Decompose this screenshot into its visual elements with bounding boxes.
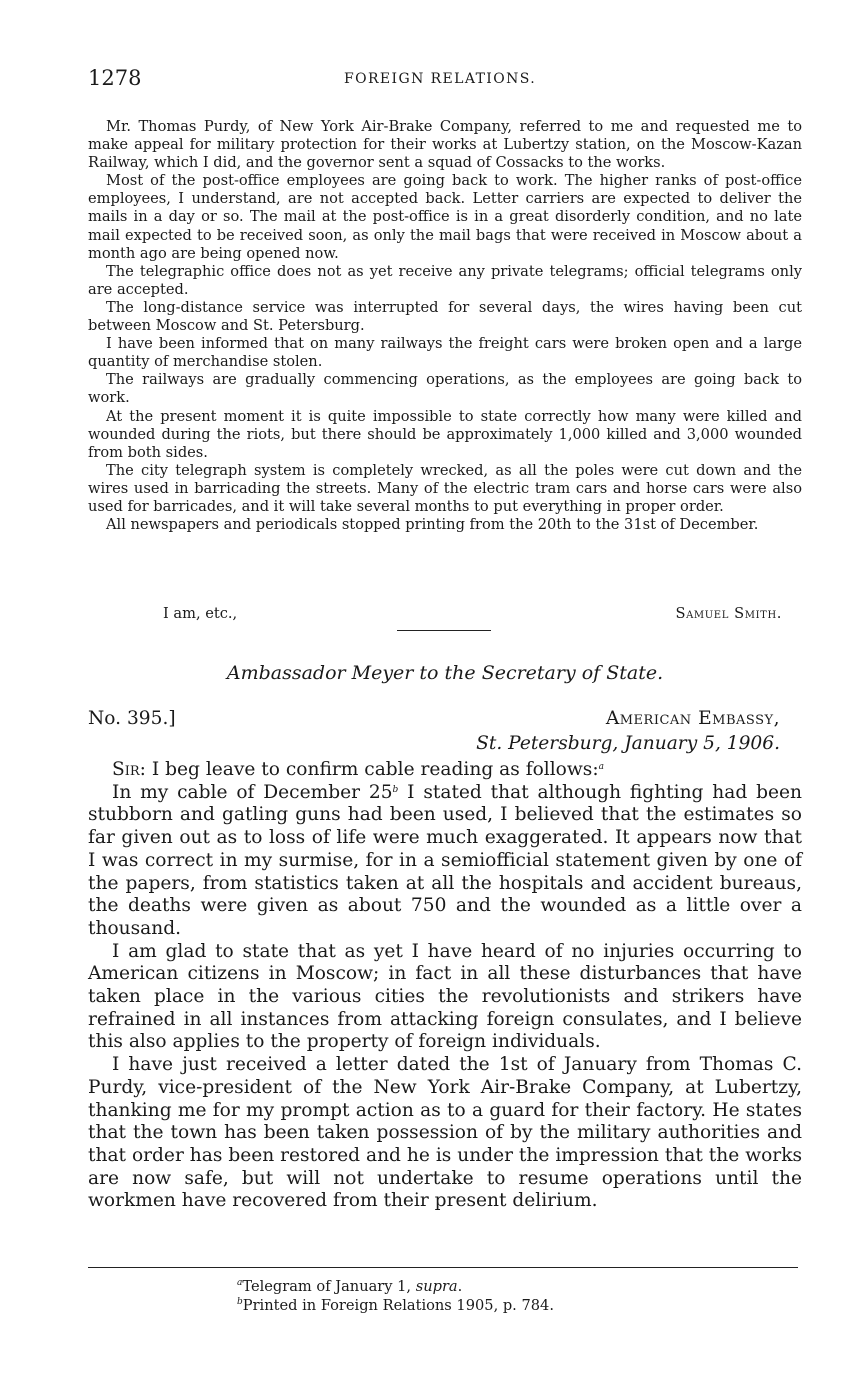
body-paragraph [88, 782, 802, 941]
page-header [88, 66, 802, 94]
letter1-paragraph: The telegraphic office does not as yet receive any private telegrams; official telegrams only are accepted. [88, 262, 802, 298]
place-date: St. Petersburg, January 5, 1906. [476, 733, 780, 754]
letter1-paragraph: At the present moment it is quite impossible to state correctly how many were killed and wounded during the riots, but there should be approximately 1,000 killed and 3,000 wounded from both sides. [88, 407, 802, 461]
footnote-ref: a [598, 762, 604, 772]
footnote [237, 1277, 554, 1296]
letter1-closing [88, 605, 802, 625]
footnote-text: Telegram of January 1, [242, 1278, 416, 1295]
document-heading: Ambassador Meyer to the Secretary of State. [226, 662, 664, 684]
letter1-paragraph: The city telegraph system is completely wrecked, as all the poles were cut down and the wires used in barricading the streets. Many of the electric tram cars and horse cars were also used for barricades, and it will take several months to put everything in proper order. [88, 461, 802, 515]
closing-phrase: I am, etc., [163, 605, 238, 622]
footnote [237, 1296, 554, 1315]
letter1-paragraph: Most of the post-office employees are going back to work. The higher ranks of post-office employees, I understand, are not accepted back. Letter carriers are expected to deliver the mails in a day or so. The mail at the post-office is in a great disorderly condition, and no late mail expected to be received soon, as only the mail bags that were received in Moscow about a month ago are being opened now. [88, 172, 802, 262]
footnote-text-end: . [457, 1278, 463, 1295]
footnote-divider [88, 1267, 798, 1268]
paragraph-start: In my cable of December 25 [112, 781, 393, 803]
footnote-italic: supra [415, 1278, 458, 1295]
salutation: Sir: [112, 759, 146, 780]
footnotes [237, 1277, 554, 1315]
embassy-line: American Embassy, [605, 708, 780, 729]
footnote-ref: b [392, 784, 399, 795]
footnote-mark: b [237, 1297, 243, 1307]
signature: Samuel Smith. [675, 605, 782, 622]
letter1-paragraph: All newspapers and periodicals stopped printing from the 20th to the 31st of December. [106, 516, 759, 534]
letter1-paragraph: The long-distance service was interrupted for several days, the wires having been cut between Moscow and St. Petersburg. [88, 298, 802, 335]
letter2-body [88, 759, 802, 1213]
running-title: FOREIGN RELATIONS. [344, 71, 537, 87]
opening-text: I beg leave to confirm cable reading as follows: [151, 759, 599, 780]
section-divider [397, 630, 491, 631]
letter1-paragraph: I have been informed that on many railways the freight cars were broken open and a large quantity of merchandise stolen. [88, 335, 802, 371]
opening-paragraph [88, 759, 802, 782]
body-paragraph: I have just received a letter dated the 1st of January from Thomas C. Purdy, vice-president of the New York Air-Brake Company, at Lubertzy, thanking me for my prompt action as to a guard for their factory. He states that the town has been taken possession of by the military authorities and that order has been restored and he is under the impression that the works are now safe, but will not undertake to resume operations until the workmen have recovered from their present delirium. [88, 1054, 802, 1212]
paragraph-rest: I stated that although fighting had been stubborn and gatling guns had been used, I believed that the estimates so far given out as to loss of life were much exaggerated. It appears now that I was correct in my surmise, for in a semiofficial statement given by one of the papers, from statistics taken at all the hospitals and accident bureaus, the deaths were given as about 750 and the wounded as a little over a thousand. [88, 781, 802, 939]
letter1-paragraph: The railways are gradually commencing operations, as the employees are going back to work. [88, 371, 802, 407]
footnote-text: Printed in Foreign Relations 1905, p. 784. [242, 1297, 554, 1314]
letter1-body [88, 118, 802, 534]
letter1-paragraph: Mr. Thomas Purdy, of New York Air-Brake Company, referred to me and requested me to make appeal for military protection for their works at Lubertzy station, on the Moscow-Kazan Railway, which I did, and the governor sent a squad of Cossacks to the works. [88, 118, 802, 172]
footnote-mark: a [237, 1278, 243, 1288]
body-paragraph: I am glad to state that as yet I have heard of no injuries occurring to American citizens in Moscow; in fact in all these disturbances that have taken place in the various cities the revolutionists and strikers have refrained in all instances from attacking foreign consulates, and I believe this also applies to the property of foreign individuals. [88, 940, 802, 1053]
despatch-number: No. 395.] [88, 708, 176, 729]
page-number: 1278 [88, 66, 142, 90]
